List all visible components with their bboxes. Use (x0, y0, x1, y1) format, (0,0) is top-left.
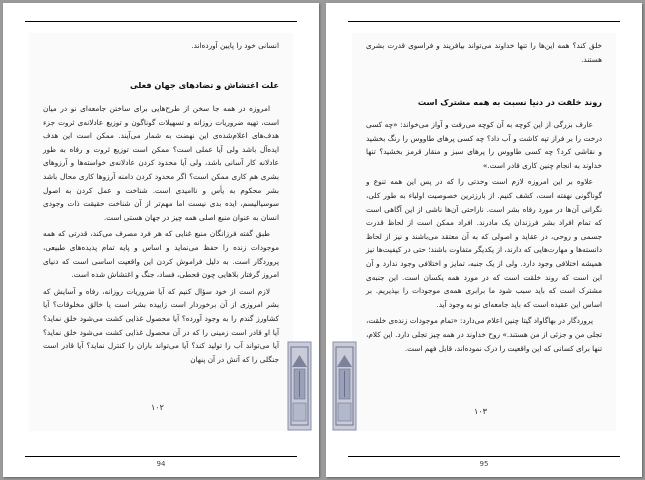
body-text (366, 118, 602, 355)
page-top-rule (348, 21, 620, 22)
top-line: خلق کند؟ همه این‌ها را تنها خداوند می‌تواند بیافریند و فراسوی قدرت بشری هستند. (366, 41, 602, 64)
body-text (43, 102, 279, 366)
paragraph: علاوه بر این امروزه لازم است وحدتی را که در پس این همه تنوع و گوناگونی نهفته است، کشف کنیم. از بارزترین خصوصیت اولیاء به طور کلی، نگرانی آن‌ها در مورد رفاه بشر است. ناراحتی آن‌ها ناشی از این آگاهی است که تمام افراد بشر فرزندان یک مادرند. افراد ممکن است از لحاظ قدرت جسمی و روحی، در عقاید و اصولی که به آن معتقد می‌باشند و نیز از لحاظ دانسته‌ها و مهارت‌هایی که دارند، از یکدیگر متفاوت باشند؛ حتی در کیفیت‌ها نیز همیشه اختلافی وجود دارد. ولی از یک جنبه، تمایز و اختلافی وجود ندارد و آن این است که روند خلقت است که در مورد همه یکسان است. این جنبه‌ی مشترک است که باید سبب شود ما برابری همه‌ی موجودات را بپذیریم. بر اساس این عقیده است که باید جامعه‌ای نو به وجود آید. (366, 177, 602, 309)
library-stamp-icon (332, 341, 357, 431)
top-line: انسانی خود را پایین آورده‌اند. (191, 41, 279, 50)
library-stamp-icon (287, 341, 312, 431)
paragraph: پروردگار در بهاگاواد گیتا چنین اعلام می‌دارد: «تمام موجودات زنده‌ی خلقت، تجلی من و جزئی از من هستند.» روح خداوند در همه چیز تجلی دارد. این کلام، تنها برای کسانی که این واقعیت را درک نموده‌اند، قابل فهم است. (366, 316, 602, 353)
page-95 (326, 3, 642, 477)
page-bottom-rule (25, 456, 297, 457)
paragraph: لازم است از خود سؤال کنیم که آیا ضروریات روزانه، رفاه و آسایش که بشر امروزی از آن برخوردار است زاییده بشر است یا خالق مخلوقات؟ آیا کشاورز گندم را به وجود آورده؟ آیا محصول غذایی کشت می‌شود خلق نماید؟ آیا او قادر است زمینی را که در آن محصول غذایی کشت می‌شود خلق نماید؟ آیا می‌تواند آب را تولید کند؟ آیا می‌تواند باران را کنترل نماید؟ آیا قادر است جنگلی را که آتش در آن پنهان (43, 286, 279, 364)
page-94 (3, 3, 319, 477)
viewer-page-number: 94 (156, 460, 166, 468)
paragraph: عارف بزرگی از این کوچه به آن کوچه می‌رفت و آواز می‌خواند: «چه کسی درخت را بر فراز تپه کاشت و آب داد؟ چه کسی پرهای طاووس را رنگ بخشید و نقاشی کرد؟ چه کسی طاووس را پرهای سبز و منقار قرمز بخشید؟ تنها خداوند به انجام چنین کاری قادر است.» (366, 120, 602, 170)
page-bottom-rule (348, 456, 620, 457)
printed-page-number: ١٠٢ (151, 403, 164, 412)
printed-page-number: ١٠٣ (474, 407, 487, 416)
paragraph: طبق گفته فرزانگان منبع غنایی که هر فرد مصرف می‌کند، قدرتی که همه موجودات زنده را حفظ می‌نماید و اساس و پایه تمام پدیده‌های طبیعی، پروردگار است. به دلیل فراموش کردن این واقعیت اساسی است که دنیای امروز گرفتار بلاهایی چون قحطی، فساد، جنگ و اغتشاش شده است. (43, 229, 279, 280)
section-heading: روند خلقت در دنیا نسبت به همه مشترک است (417, 97, 602, 107)
section-heading: علت اغتشاش و تضادهای جهان فعلی (129, 80, 279, 90)
viewer-page-number: 95 (479, 460, 489, 468)
page-top-rule (25, 21, 297, 22)
paragraph: امروزه در همه جا سخن از طرح‌هایی برای ساختن جامعه‌ای نو در میان است، تهیه ضروریات روزانه و تسهیلات گوناگون و توزیع عادلانه‌ی ثروت جزء هدف‌های اعلام‌شده‌ی این نهضت به شمار می‌آیند. ممکن است این هدف ایده‌آل باشد ولی آیا عملی است؟ ممکن است توزیع ثروت و رفاه به طور عادلانه کار آسانی باشد، ولی آیا محدود کردن عادلانه‌ی خواسته‌ها و آرزوهای بشری هم کاری ممکن است؟ اگر محدود کردن دامنه آرزوها کاری محال باشد بشر محکوم به یأس و ناامیدی است. شناخت و عمل کردن به اصول سوسیالیسم، ایده بدی نیست اما مهم‌تر از آن شناخت حقیقت ذات وجودی انسان به عنوان منبع اصلی همه چیز در جهان هستی است. (43, 104, 279, 222)
